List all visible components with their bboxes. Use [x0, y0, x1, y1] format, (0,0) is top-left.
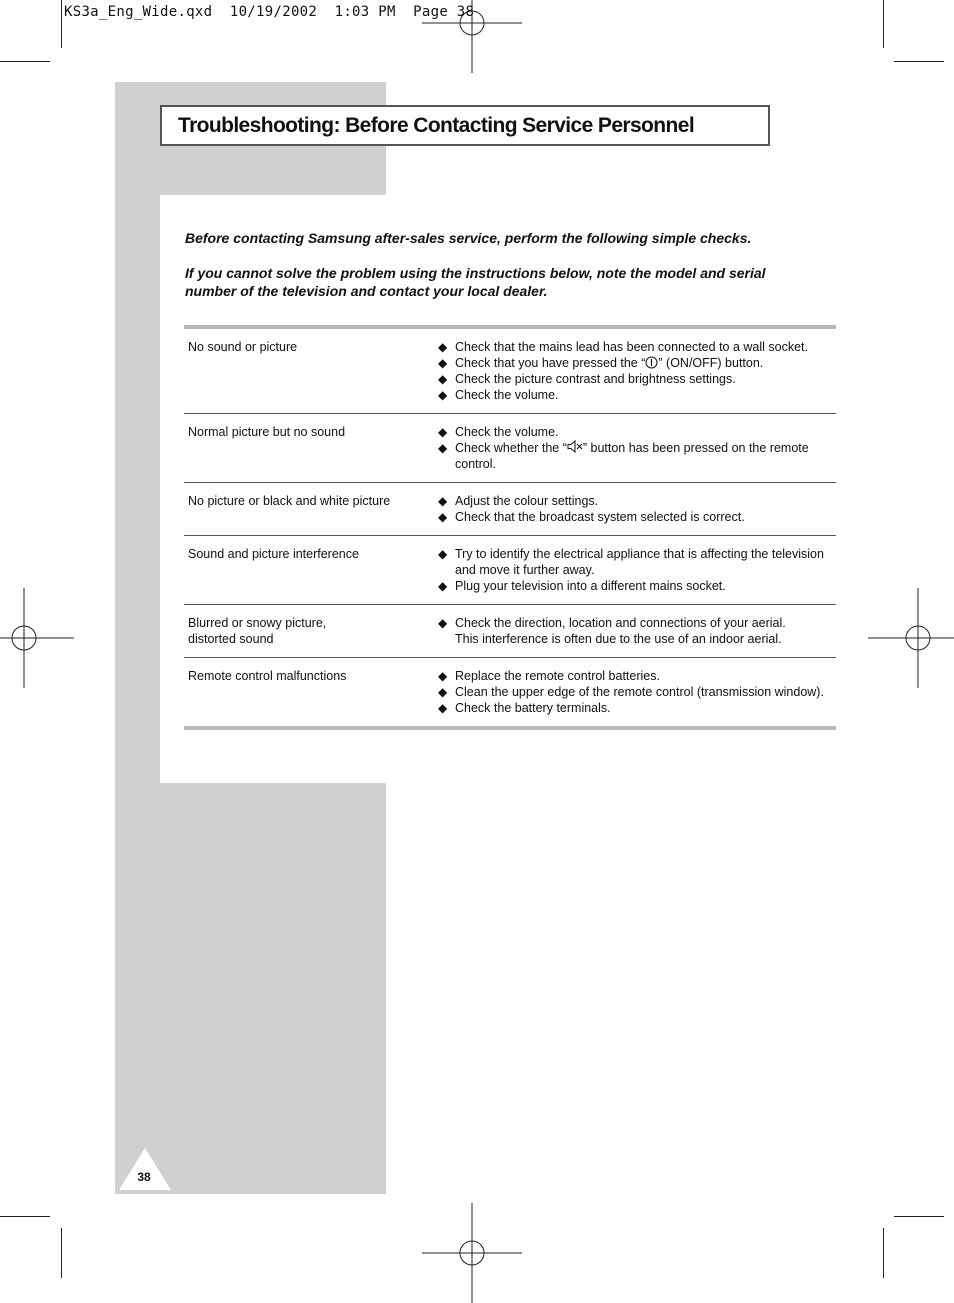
solution-item: ◆ Check the battery terminals. — [438, 701, 611, 715]
crop-mark-top-right-h — [894, 61, 944, 62]
solution-item: ◆ Replace the remote control batteries. — [438, 669, 660, 683]
intro-line-1: Before contacting Samsung after-sales service, perform the following simple checks. — [185, 230, 752, 246]
intro-line-2: If you cannot solve the problem using the instructions below, note the model and serial number of the television and contact your local dealer. — [185, 265, 766, 299]
diamond-bullet-icon: ◆ — [438, 372, 448, 386]
table-row — [184, 329, 836, 414]
registration-mark-bottom-icon — [422, 1203, 522, 1303]
title-box — [160, 105, 770, 146]
diamond-bullet-icon: ◆ — [438, 494, 448, 508]
registration-mark-top-icon — [422, 0, 522, 73]
crop-mark-bottom-right-v — [883, 1228, 884, 1278]
solution-list — [436, 414, 836, 482]
table-row — [184, 658, 836, 726]
crop-mark-bottom-right-h — [894, 1216, 944, 1217]
table-row — [184, 605, 836, 658]
table-row — [184, 483, 836, 536]
problem-label: Sound and picture interference — [188, 547, 359, 561]
problem-label: Blurred or snowy picture, distorted sound — [188, 616, 327, 646]
solution-item: ◆ Check the volume. — [438, 425, 559, 439]
solution-list — [436, 536, 836, 604]
solution-list — [436, 658, 836, 726]
grey-band-bottom — [115, 783, 386, 1194]
table-bottom-rule — [184, 726, 836, 730]
problem-label: No picture or black and white picture — [188, 494, 391, 508]
mute-icon — [567, 440, 583, 453]
diamond-bullet-icon: ◆ — [438, 669, 448, 683]
solution-item: ◆ Check that the broadcast system selected is correct. — [438, 510, 745, 524]
printer-slug: KS3a_Eng_Wide.qxd 10/19/2002 1:03 PM Page 38 — [64, 4, 475, 20]
diamond-bullet-icon: ◆ — [438, 441, 448, 455]
diamond-bullet-icon: ◆ — [438, 425, 448, 439]
diamond-bullet-icon: ◆ — [438, 356, 448, 370]
crop-mark-bottom-left-h — [0, 1216, 50, 1217]
crop-mark-top-left-v — [61, 0, 62, 48]
problem-label: No sound or picture — [188, 340, 298, 354]
solution-item: ◆ Try to identify the electrical appliance that is affecting the television and move it further away. — [438, 547, 824, 577]
solution-item: ◆ Check whether the “ ” button has been pressed on the remote control. — [438, 441, 809, 471]
page-title: Troubleshooting: Before Contacting Service Personnel — [178, 114, 695, 137]
solution-item: ◆ Check that you have pressed the “ ” (ON/OFF) button. — [438, 356, 764, 370]
solution-item: ◆ Plug your television into a different mains socket. — [438, 579, 726, 593]
solution-item: ◆ Check the picture contrast and brightness settings. — [438, 372, 736, 386]
diamond-bullet-icon: ◆ — [438, 579, 448, 593]
diamond-bullet-icon: ◆ — [438, 388, 448, 402]
diamond-bullet-icon: ◆ — [438, 701, 448, 715]
solution-list — [436, 329, 836, 413]
solution-list — [436, 483, 836, 535]
diamond-bullet-icon: ◆ — [438, 510, 448, 524]
diamond-bullet-icon: ◆ — [438, 340, 448, 354]
diamond-bullet-icon: ◆ — [438, 685, 448, 699]
solution-note: This interference is often due to the use of an indoor aerial. — [455, 632, 782, 646]
solution-list — [436, 605, 836, 657]
troubleshooting-table — [184, 325, 836, 730]
problem-label: Remote control malfunctions — [188, 669, 347, 683]
crop-mark-top-left-h — [0, 61, 50, 62]
page-number: 38 — [137, 1170, 151, 1184]
solution-item: ◆ Check the volume. — [438, 388, 559, 402]
problem-label: Normal picture but no sound — [188, 425, 346, 439]
table-row — [184, 536, 836, 605]
registration-mark-right-icon — [868, 588, 954, 688]
crop-mark-bottom-left-v — [61, 1228, 62, 1278]
page-number-badge — [119, 1148, 171, 1190]
registration-mark-left-icon — [0, 588, 74, 688]
diamond-bullet-icon: ◆ — [438, 616, 448, 630]
power-icon — [645, 356, 658, 369]
solution-item: ◆ Adjust the colour settings. — [438, 494, 599, 508]
solution-item: ◆ Check that the mains lead has been connected to a wall socket. — [438, 340, 808, 354]
table-row — [184, 414, 836, 483]
diamond-bullet-icon: ◆ — [438, 547, 448, 561]
solution-item: ◆ Clean the upper edge of the remote control (transmission window). — [438, 685, 824, 699]
crop-mark-top-right-v — [883, 0, 884, 48]
solution-item: ◆ Check the direction, location and connections of your aerial. This interference is often due to the use of an indoor aerial. — [436, 615, 836, 647]
